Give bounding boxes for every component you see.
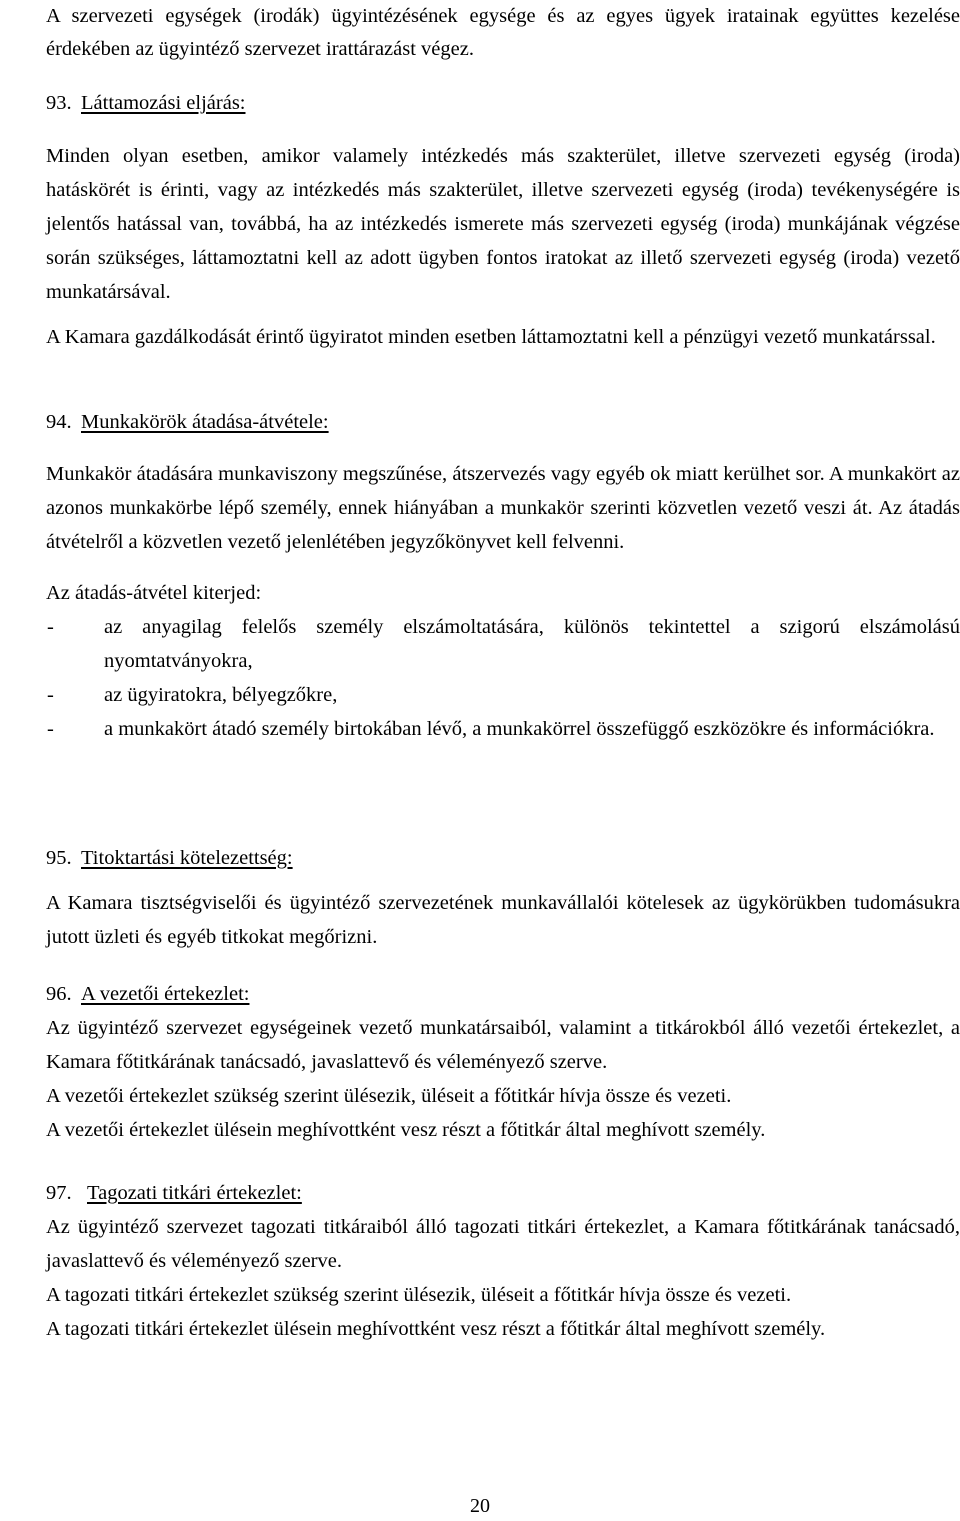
- section-number: 94.: [46, 411, 72, 433]
- document-page: [46, 0, 960, 1521]
- paragraph: A vezetői értekezlet ülésein meghívottként vesz részt a főtitkár által meghívott személy.: [46, 1119, 766, 1141]
- paragraph: Az ügyintéző szervezet tagozati titkáraiból álló tagozati titkári értekezlet, a Kamara főtitkárának tanácsadó, javaslattevő és véleményező szerve.: [46, 1216, 960, 1272]
- section-number: 95.: [46, 847, 72, 869]
- section-heading: [46, 841, 960, 875]
- section-title: Láttamozási eljárás:: [81, 92, 246, 114]
- section-number: 96.: [46, 983, 72, 1005]
- paragraph: Minden olyan esetben, amikor valamely intézkedés más szakterület, illetve szervezeti egység (iroda) hatáskörét is érinti, vagy az intézkedés más szakterület, illetve szervezeti egység (iroda) tevékenységére is jelentős hatással van, továbbá, ha az intézkedés ismerete más szervezeti egység (iroda) munkájának végzése során szükséges, láttamoztatni kell az adott ügyben fontos iratokat az illető szervezeti egység (iroda) vezető munkatársával.: [46, 145, 960, 303]
- list-dash: -: [47, 684, 54, 706]
- list-item: - a munkakört átadó személy birtokában lévő, a munkakörrel összefüggő eszközökre és információkra.: [46, 712, 960, 746]
- section-number: 93.: [46, 92, 72, 114]
- list-dash: -: [47, 718, 54, 740]
- paragraph: A Kamara tisztségviselői és ügyintéző szervezetének munkavállalói kötelesek az ügykörükben tudomásukra jutott üzleti és egyéb titkokat megőrizni.: [46, 892, 960, 948]
- intro-paragraph: A szervezeti egységek (irodák) ügyintézésének egysége és az egyes ügyek iratainak együttes kezelése érdekében az ügyintéző szervezet irattárazást végez.: [46, 5, 960, 60]
- list-item: - az anyagilag felelős személy elszámoltatására, különös tekintettel a szigorú elszámolású nyomtatványokra,: [46, 610, 960, 678]
- section-title: Tagozati titkári értekezlet:: [87, 1182, 302, 1204]
- section-94: [46, 405, 960, 746]
- paragraph: A tagozati titkári értekezlet ülésein meghívottként vesz részt a főtitkár által meghívott személy.: [46, 1318, 826, 1340]
- paragraph: A vezetői értekezlet szükség szerint ülésezik, üléseit a főtitkár hívja össze és vezeti.: [46, 1085, 732, 1107]
- section-heading: [46, 977, 960, 1011]
- section-93: [46, 86, 960, 354]
- section-number: 97.: [46, 1182, 72, 1204]
- paragraph: Az ügyintéző szervezet egységeinek vezető munkatársaiból, valamint a titkárokból álló vezetői értekezlet, a Kamara főtitkárának tanácsadó, javaslattevő és véleményező szerve.: [46, 1017, 960, 1073]
- section-title: Munkakörök átadása-átvétele:: [81, 411, 329, 433]
- section-heading: [46, 86, 960, 120]
- section-heading: [46, 405, 960, 439]
- section-title: A vezetői értekezlet:: [81, 983, 250, 1005]
- section-95: [46, 841, 960, 954]
- paragraph: A tagozati titkári értekezlet szükség szerint ülésezik, üléseit a főtitkár hívja össze és vezeti.: [46, 1284, 792, 1306]
- list-dash: -: [47, 616, 54, 638]
- section-96: [46, 977, 960, 1147]
- list-item: - az ügyiratokra, bélyegzőkre,: [46, 678, 960, 712]
- section-97: [46, 1176, 960, 1346]
- paragraph: Az átadás-átvétel kiterjed:: [46, 582, 262, 604]
- intro-block: [46, 0, 960, 66]
- paragraph: Munkakör átadására munkaviszony megszűnése, átszervezés vagy egyéb ok miatt kerülhet sor. A munkakört az azonos munkakörbe lépő személy, ennek hiányában a munkakör szerinti közvetlen vezető veszi át. Az átadás átvételről a közvetlen vezető jelenlétében jegyzőkönyvet kell felvenni.: [46, 463, 960, 553]
- page-number: 20: [470, 1495, 490, 1517]
- section-title: Titoktartási kötelezettség:: [81, 847, 293, 869]
- section-heading: [46, 1176, 960, 1210]
- paragraph: A Kamara gazdálkodását érintő ügyiratot minden esetben láttamoztatni kell a pénzügyi vezető munkatárssal.: [46, 326, 936, 348]
- handover-list: [46, 610, 960, 746]
